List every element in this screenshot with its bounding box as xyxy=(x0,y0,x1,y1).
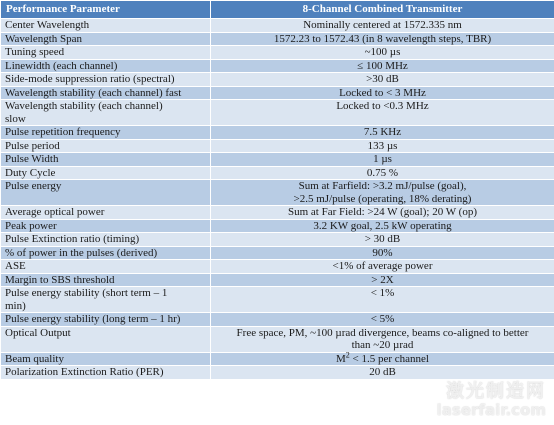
table-row xyxy=(1,287,554,313)
site-watermark xyxy=(437,382,546,419)
parameter-text: Pulse repetition frequency xyxy=(5,126,121,138)
parameter-cell xyxy=(1,59,211,73)
parameter-text: Pulse period xyxy=(5,139,60,152)
table-row xyxy=(1,366,554,380)
parameter-cell xyxy=(1,287,211,313)
parameter-cell xyxy=(1,326,211,352)
value-cell xyxy=(211,180,554,206)
value-text: Sum at Far Field: >24 W (goal); 20 W (op) xyxy=(287,206,477,218)
parameter-cell xyxy=(1,313,211,327)
value-text: Locked to < 3 MHz xyxy=(339,86,426,99)
table-row xyxy=(1,32,554,46)
parameter-text: slow xyxy=(5,112,26,125)
value-text: 7.5 KHz xyxy=(363,126,402,138)
value-cell xyxy=(211,32,554,46)
table-row xyxy=(1,180,554,206)
value-cell xyxy=(211,273,554,287)
value-text: 3.2 KW goal, 2.5 kW operating xyxy=(313,219,452,232)
parameter-text: Wavelength Span xyxy=(5,32,83,45)
parameter-cell xyxy=(1,246,211,260)
value-cell xyxy=(211,86,554,100)
watermark-chinese: 激光制造网 xyxy=(446,381,546,402)
value-text: < 5% xyxy=(370,313,395,325)
table-row xyxy=(1,219,554,233)
parameter-text: Pulse energy stability (short term – 1 xyxy=(5,287,168,299)
parameter-cell xyxy=(1,366,211,380)
table-row xyxy=(1,139,554,153)
value-text: Sum at Farfield: >3.2 mJ/pulse (goal), xyxy=(298,180,467,192)
value-cell xyxy=(211,233,554,247)
value-cell xyxy=(211,287,554,313)
value-cell xyxy=(211,166,554,180)
value-cell xyxy=(211,46,554,60)
table-row xyxy=(1,246,554,260)
parameter-cell xyxy=(1,32,211,46)
value-text: >30 dB xyxy=(366,73,399,85)
parameter-cell xyxy=(1,153,211,167)
value-text: >2.5 mJ/pulse (operating, 18% derating) xyxy=(293,192,472,205)
header-performance-parameter: Performance Parameter xyxy=(1,1,211,19)
parameter-text: Linewidth (each channel) xyxy=(5,59,118,72)
parameter-text: Average optical power xyxy=(5,206,105,218)
value-cell xyxy=(211,59,554,73)
parameter-cell xyxy=(1,100,211,126)
value-cell xyxy=(211,153,554,167)
table-row xyxy=(1,313,554,327)
value-cell xyxy=(211,260,554,274)
value-cell xyxy=(211,19,554,33)
value-cell xyxy=(211,100,554,126)
parameter-cell xyxy=(1,46,211,60)
parameter-text: Wavelength stability (each channel) xyxy=(5,100,163,112)
parameter-text: Wavelength stability (each channel) fast xyxy=(5,86,182,99)
value-cell xyxy=(211,206,554,220)
value-text: 20 dB xyxy=(369,366,396,378)
value-text: Nominally centered at 1572.335 nm xyxy=(303,19,462,31)
parameter-cell xyxy=(1,219,211,233)
value-text: Locked to <0.3 MHz xyxy=(336,100,429,112)
parameter-text: Side-mode suppression ratio (spectral) xyxy=(5,73,175,85)
value-text: 90% xyxy=(372,246,393,259)
value-cell xyxy=(211,366,554,380)
table-row xyxy=(1,126,554,140)
table-header-row xyxy=(1,1,554,19)
parameter-text: Pulse Width xyxy=(5,153,59,165)
table-row xyxy=(1,206,554,220)
table-row xyxy=(1,59,554,73)
parameter-text: % of power in the pulses (derived) xyxy=(5,246,158,259)
parameter-text: Polarization Extinction Ratio (PER) xyxy=(5,366,164,378)
parameter-text: Tuning speed xyxy=(5,46,65,58)
parameter-cell xyxy=(1,352,211,366)
parameter-text: Center Wavelength xyxy=(5,19,90,31)
value-text: 133 µs xyxy=(367,139,398,152)
value-cell xyxy=(211,326,554,352)
parameter-cell xyxy=(1,86,211,100)
value-text: Free space, PM, ~100 µrad divergence, beams co-aligned to better xyxy=(236,326,529,339)
value-text: < 1.5 per channel xyxy=(349,352,429,365)
table-row xyxy=(1,100,554,126)
value-text: than ~20 µrad xyxy=(351,339,414,351)
table-row xyxy=(1,260,554,274)
table-row xyxy=(1,73,554,87)
parameter-text: Margin to SBS threshold xyxy=(5,273,115,286)
table-row xyxy=(1,46,554,60)
watermark-english: laserfair.com xyxy=(436,401,546,419)
parameter-cell xyxy=(1,73,211,87)
parameter-text: Beam quality xyxy=(5,352,64,365)
value-cell xyxy=(211,126,554,140)
parameter-text: Pulse energy stability (long term – 1 hr) xyxy=(5,313,181,325)
table-row xyxy=(1,352,554,366)
table-row xyxy=(1,19,554,33)
value-cell xyxy=(211,313,554,327)
parameter-cell xyxy=(1,260,211,274)
table-row xyxy=(1,273,554,287)
table-row xyxy=(1,233,554,247)
value-cell xyxy=(211,73,554,87)
parameter-text: Optical Output xyxy=(5,326,71,339)
parameter-cell xyxy=(1,273,211,287)
parameter-text: ASE xyxy=(5,260,26,272)
header-transmitter: 8-Channel Combined Transmitter xyxy=(211,1,554,19)
value-cell xyxy=(211,219,554,233)
parameter-cell xyxy=(1,139,211,153)
parameter-text: Pulse energy xyxy=(5,180,62,192)
parameter-text: Peak power xyxy=(5,219,57,232)
parameter-cell xyxy=(1,19,211,33)
table-row xyxy=(1,86,554,100)
value-cell xyxy=(211,246,554,260)
parameter-text: min) xyxy=(5,299,26,312)
value-text: M xyxy=(336,352,346,365)
parameter-cell xyxy=(1,126,211,140)
parameter-cell xyxy=(1,233,211,247)
table-row xyxy=(1,326,554,352)
value-text: <1% of average power xyxy=(332,260,433,272)
value-cell xyxy=(211,139,554,153)
value-cell xyxy=(211,349,554,366)
table-body xyxy=(1,19,554,380)
value-text: 1572.23 to 1572.43 (in 8 wavelength steps, TBR) xyxy=(273,32,492,45)
value-text: < 1% xyxy=(370,287,395,299)
parameter-text: Pulse Extinction ratio (timing) xyxy=(5,233,140,245)
value-text: ~100 µs xyxy=(364,46,401,58)
value-text: ≤ 100 MHz xyxy=(357,59,408,72)
parameter-text: Duty Cycle xyxy=(5,166,56,179)
parameter-cell xyxy=(1,166,211,180)
table-row xyxy=(1,166,554,180)
value-text: > 2X xyxy=(371,273,394,286)
value-text: > 30 dB xyxy=(364,233,401,245)
value-text: 0.75 % xyxy=(366,166,399,179)
table-row xyxy=(1,153,554,167)
value-text: 1 µs xyxy=(373,153,392,165)
parameter-cell xyxy=(1,206,211,220)
value-superscript: 2 xyxy=(345,349,350,359)
parameter-cell xyxy=(1,180,211,206)
